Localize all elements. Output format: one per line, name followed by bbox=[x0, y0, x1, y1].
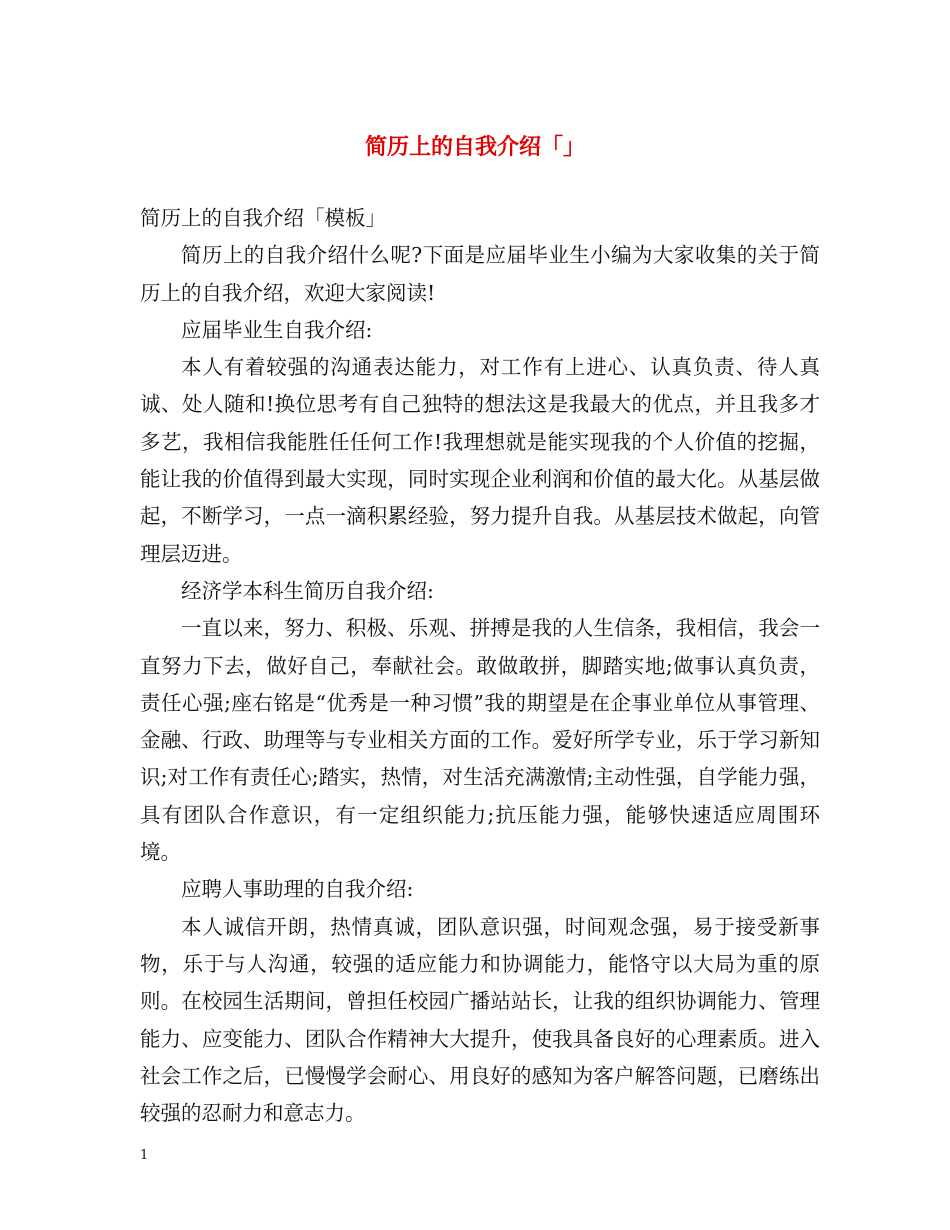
section-heading-hr-assistant: 应聘人事助理的自我介绍: bbox=[181, 877, 414, 902]
subtitle-paragraph: 简历上的自我介绍「模板」 bbox=[140, 206, 386, 230]
graduate-paragraph: 本人有着较强的沟通表达能力，对工作有上进心、认真负责、待人真诚、处人随和!换位思考有自己独特的想法这是我最大的优点，并且我多才多艺，我相信我能胜任任何工作!我理想就是能实现我的个人价值的挖掘，能让我的价值得到最大实现，同时实现企业利润和价值的最大化。从基层做起，不断学习，一点一滴积累经验，努力提升自我。从基层技术做起，向管理层迈进。 bbox=[140, 355, 820, 566]
section-heading-graduate: 应届毕业生自我介绍: bbox=[181, 317, 373, 342]
section-heading-economics: 经济学本科生简历自我介绍: bbox=[181, 578, 434, 603]
economics-paragraph: 一直以来，努力、积极、乐观、拼搏是我的人生信条，我相信，我会一直努力下去，做好自己，奉献社会。敢做敢拼，脚踏实地;做事认真负责，责任心强;座右铭是“优秀是一种习惯”我的期望是在企事业单位从事管理、金融、行政、助理等与专业相关方面的工作。爱好所学专业，乐于学习新知识;对工作有责任心;踏实，热情，对生活充满激情;主动性强，自学能力强，具有团队合作意识，有一定组织能力;抗压能力强，能够快速适应周围环境。 bbox=[140, 616, 820, 865]
intro-paragraph: 简历上的自我介绍什么呢?下面是应届毕业生小编为大家收集的关于简历上的自我介绍，欢迎大家阅读! bbox=[140, 243, 820, 305]
document-body bbox=[140, 200, 820, 1132]
hr-assistant-paragraph: 本人诚信开朗，热情真诚，团队意识强，时间观念强，易于接受新事物，乐于与人沟通，较强的适应能力和协调能力，能恪守以大局为重的原则。在校园生活期间，曾担任校园广播站站长，让我的组织协调能力、管理能力、应变能力、团队合作精神大大提升，使我具备良好的心理素质。进入社会工作之后，已慢慢学会耐心、用良好的感知为客户解答问题，已磨练出较强的忍耐力和意志力。 bbox=[140, 914, 820, 1126]
document-title: 简历上的自我介绍「」 bbox=[364, 134, 585, 160]
page-number: 1 bbox=[140, 1148, 149, 1163]
